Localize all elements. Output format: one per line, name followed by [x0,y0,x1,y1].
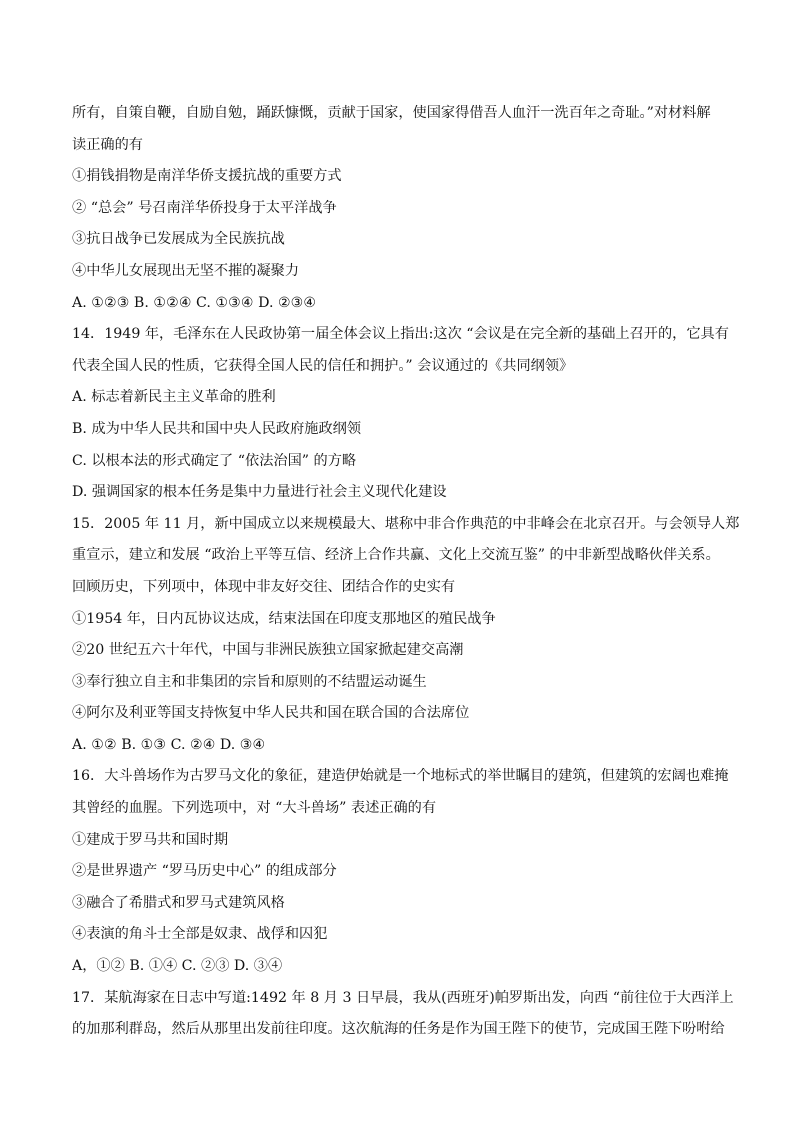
answer-options: A. ①②③ B. ①②④ C. ①③④ D. ②③④ [72,294,317,311]
text-line: 的加那利群岛，然后从那里出发前往印度。这次航海的任务是作为国王陛下的使节，完成国王陛下吩咐给 [72,1021,725,1038]
text-line: ①捐钱捐物是南洋华侨支援抗战的重要方式 [72,168,342,185]
text-line: 代表全国人民的性质，它获得全国人民的信任和拥护。” 会议通过的《共同纲领》 [72,357,574,374]
text-line: ② “总会” 号召南洋华侨投身于太平洋战争 [72,199,337,216]
option-a: A. 标志着新民主主义革命的胜利 [72,389,276,406]
question-16-text: 16．大斗兽场作为古罗马文化的象征，建造伊始就是一个地标式的举世瞩目的建筑，但建筑的宏阔也难掩 [72,768,729,785]
document-page [72,98,740,1046]
text-line: 回顾历史，下列项中，体现中非友好交往、团结合作的史实有 [72,578,456,595]
text-line: ④表演的角斗士全部是奴隶、战俘和囚犯 [72,926,328,943]
option-b: B. 成为中华人民共和国中央人民政府施政纲领 [72,420,362,437]
text-line: 其曾经的血腥。下列选项中，对 “大斗兽场” 表述正确的有 [72,800,437,817]
text-line: 重宣示，建立和发展 “政治上平等互信、经济上合作共赢、文化上交流互鉴” 的中非新型战略伙伴关系。 [72,547,720,564]
text-line: ④阿尔及利亚等国支持恢复中华人民共和国在联合国的合法席位 [72,705,470,722]
text-line: ①1954 年，日内瓦协议达成，结束法国在印度支那地区的殖民战争 [72,610,496,627]
text-line: 读正确的有 [72,136,143,153]
text-line: 所有，自策自鞭，自励自勉，踊跃慷慨，贡献于国家，使国家得借吾人血汗一洗百年之奇耻。”对材料解 [72,105,711,121]
answer-options: A，①② B. ①④ C. ②③ D. ③④ [72,958,283,975]
text-line: ①建成于罗马共和国时期 [72,831,229,848]
answer-options: A. ①② B. ①③ C. ②④ D. ③④ [72,736,266,753]
question-14-text: 14．1949 年，毛泽东在人民政协第一届全体会议上指出:这次 “会议是在完全新的基础上召开的，它具有 [72,326,729,343]
text-line: ③融合了希腊式和罗马式建筑风格 [72,894,285,911]
question-15-text: 15．2005 年 11 月，新中国成立以来规模最大、堪称中非合作典范的中非峰会在北京召开。与会领导人郑 [72,515,740,532]
text-line: ④中华儿女展现出无坚不摧的凝聚力 [72,262,300,279]
text-line: ③奉行独立自主和非集团的宗旨和原则的不结盟运动诞生 [72,673,427,690]
text-line: ③抗日战争已发展成为全民族抗战 [72,231,285,248]
text-line: ②20 世纪五六十年代，中国与非洲民族独立国家掀起建交高潮 [72,642,464,659]
option-c: C. 以根本法的形式确定了 “依法治国” 的方略 [72,452,357,469]
option-d: D. 强调国家的根本任务是集中力量进行社会主义现代化建设 [72,484,447,501]
question-17-text: 17．某航海家在日志中写道:1492 年 8 月 3 日早晨，我从(西班牙)帕罗斯出发，向西 “前往位于大西洋上 [72,989,734,1006]
text-line: ②是世界遗产 “罗马历史中心” 的组成部分 [72,863,337,880]
